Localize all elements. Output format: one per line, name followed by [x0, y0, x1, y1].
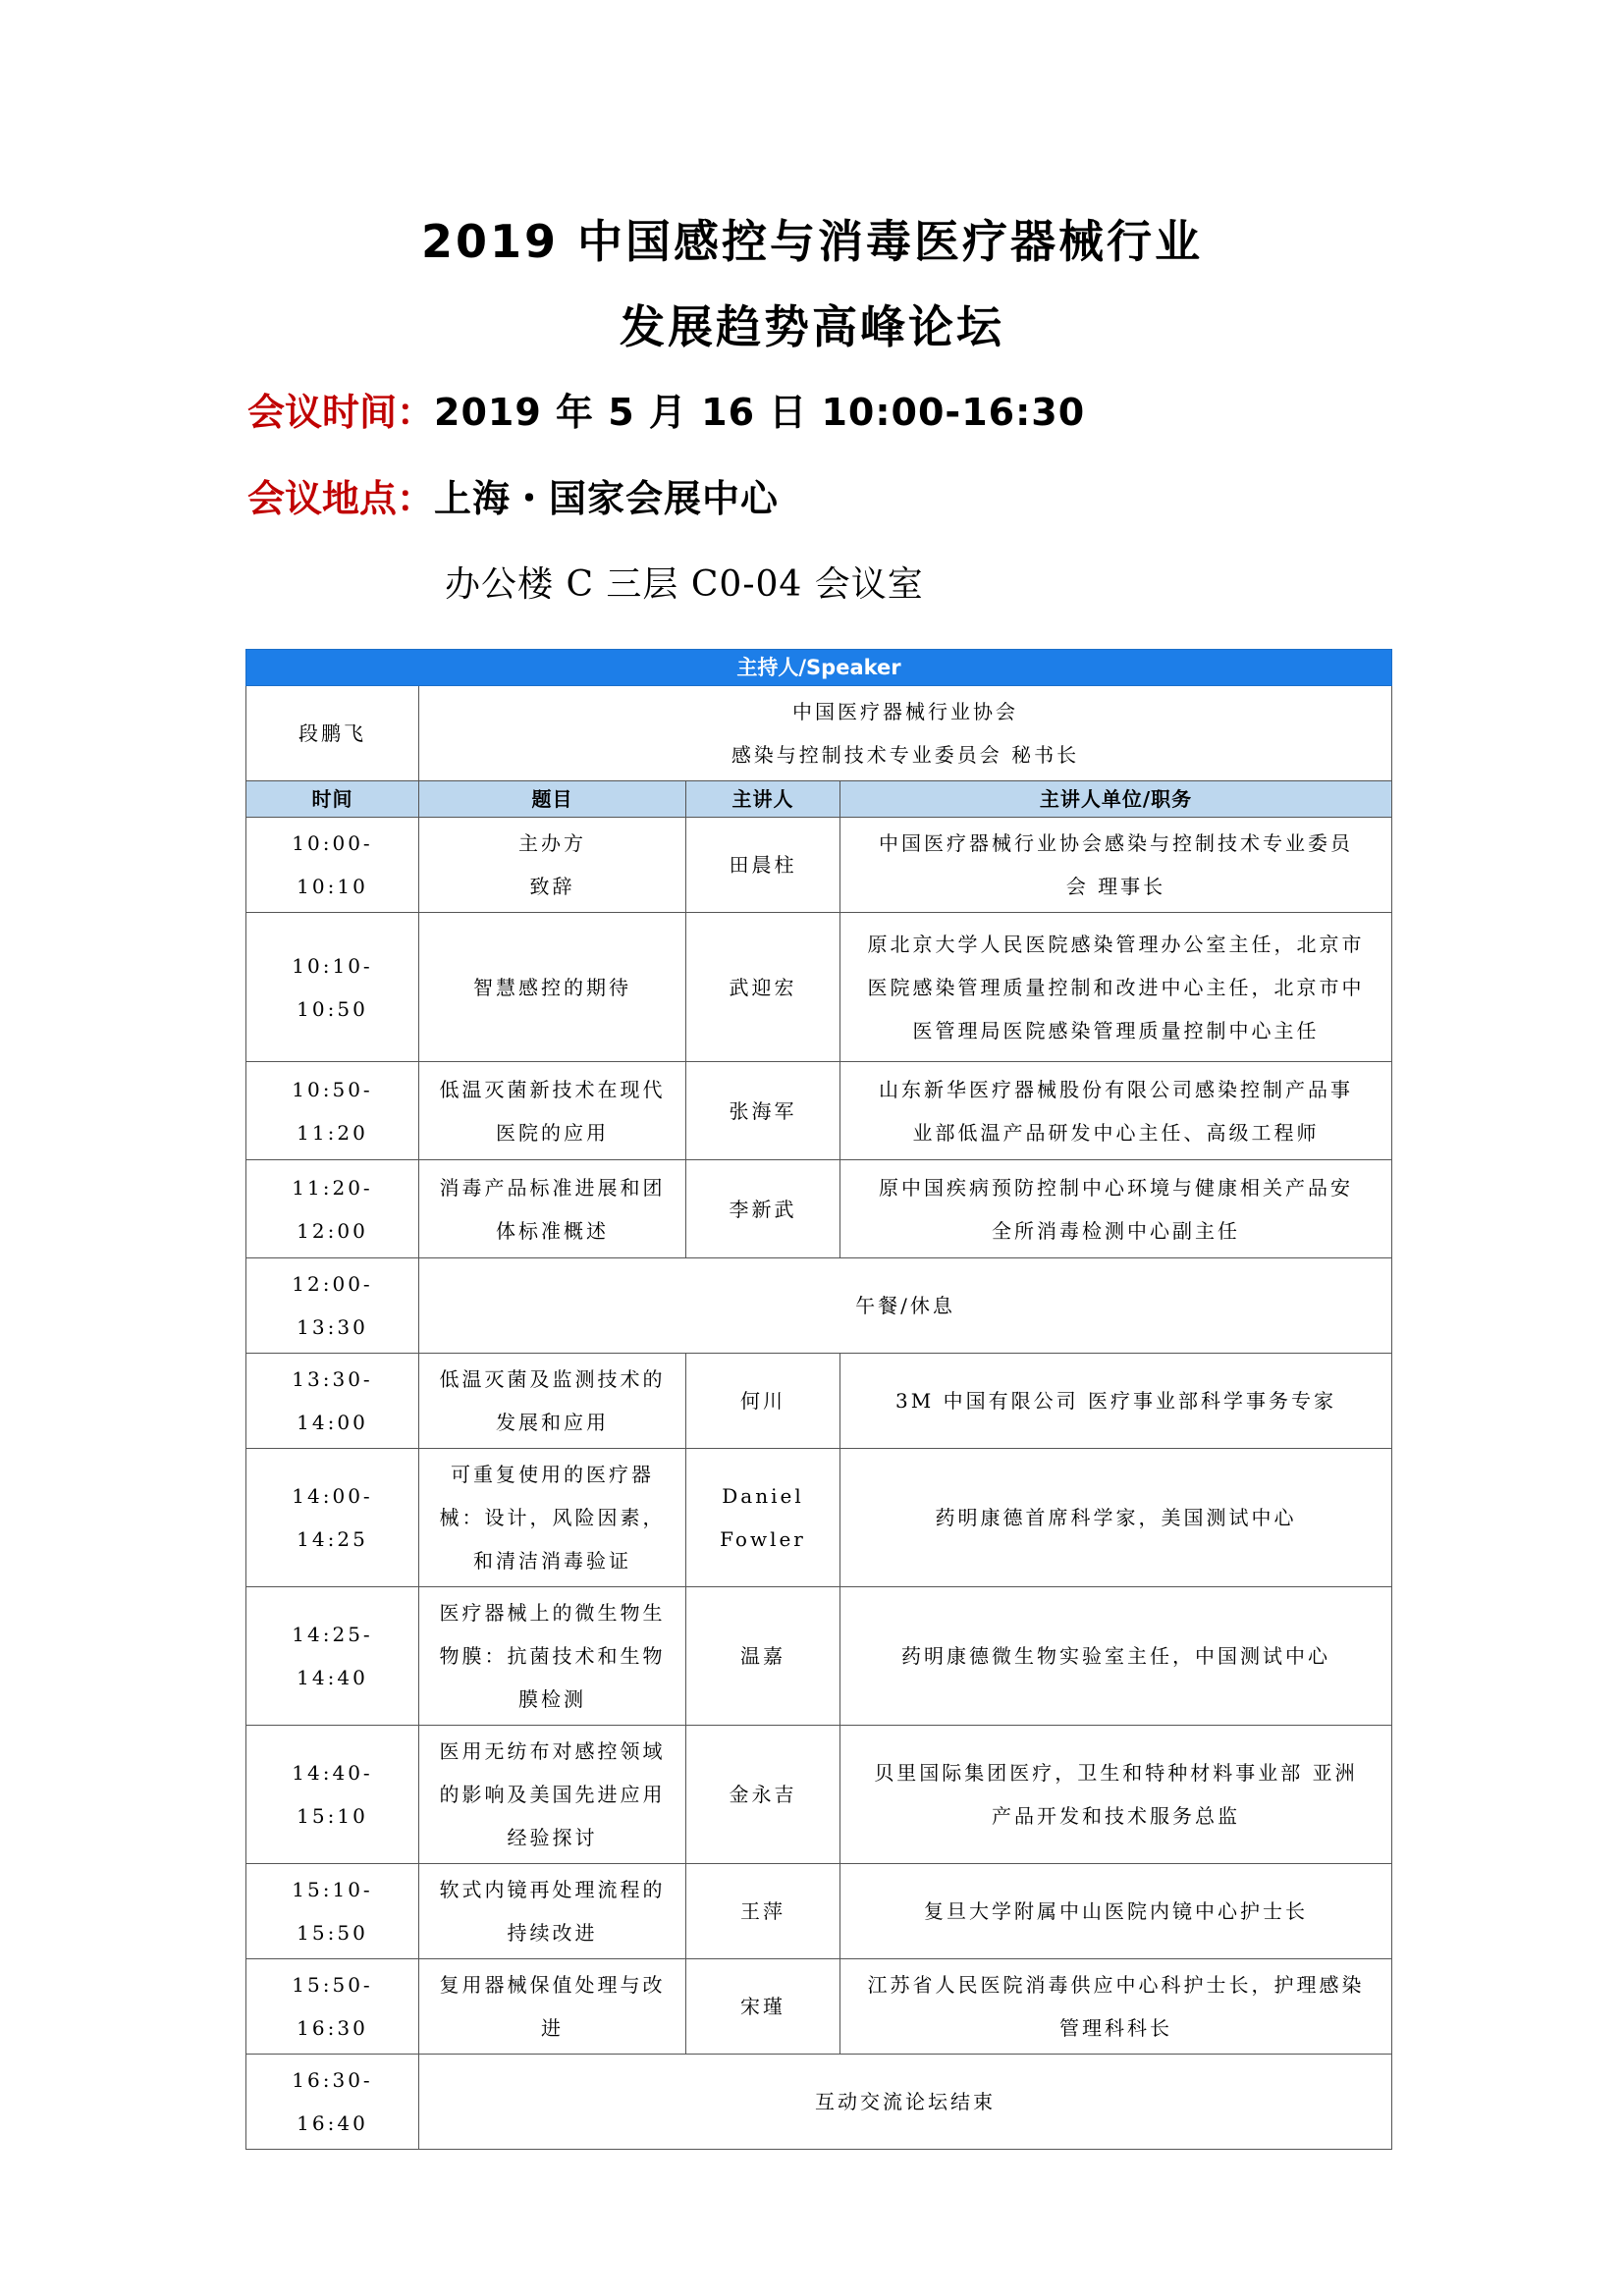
- row-time: [246, 1160, 419, 1258]
- row-topic-line: 主办方: [518, 831, 586, 855]
- row-time: [246, 913, 419, 1062]
- row-affiliation-line: 医管理局医院感染管理质量控制中心主任: [912, 1018, 1320, 1042]
- agenda-row: [246, 1864, 1392, 1959]
- row-speaker: [686, 1062, 840, 1160]
- row-topic-line: 医院的应用: [496, 1120, 609, 1145]
- meeting-time-value: 2019 年 5 月 16 日 10:00-16:30: [434, 391, 1086, 434]
- row-topic: [419, 1062, 686, 1160]
- row-speaker: [686, 1160, 840, 1258]
- row-topic: [419, 1726, 686, 1864]
- row-affiliation-line: 贝里国际集团医疗，卫生和特种材料事业部 亚洲: [874, 1761, 1358, 1785]
- row-time-line: 16:30-: [292, 2068, 373, 2092]
- row-time-line: 10:10: [297, 875, 368, 898]
- row-time: [246, 1726, 419, 1864]
- row-time-line: 15:50-: [292, 1973, 373, 1997]
- meeting-place: [247, 474, 779, 523]
- row-affiliation: [840, 1062, 1392, 1160]
- agenda-table: [245, 649, 1392, 2150]
- row-time: [246, 1864, 419, 1959]
- row-time-line: 10:50: [297, 996, 368, 1021]
- row-topic-line: 医疗器械上的微生物生: [439, 1601, 666, 1625]
- row-topic-line: 体标准概述: [496, 1218, 609, 1243]
- row-affiliation-line: 会 理事长: [1065, 875, 1166, 898]
- host-row: [246, 686, 1392, 781]
- host-organization: [419, 686, 1392, 781]
- header-speaker: 主讲人: [686, 781, 840, 818]
- row-speaker-line: 金永吉: [729, 1783, 797, 1806]
- row-time-line: 13:30: [297, 1315, 368, 1339]
- document-title-line-2: 发展趋势高峰论坛: [620, 300, 1004, 353]
- row-time-line: 11:20-: [292, 1175, 373, 1200]
- row-affiliation: [840, 1587, 1392, 1726]
- row-affiliation: [840, 818, 1392, 913]
- row-affiliation-line: 原中国疾病预防控制中心环境与健康相关产品安: [879, 1175, 1353, 1200]
- row-speaker-line: 李新武: [729, 1197, 797, 1221]
- agenda-row: [246, 1160, 1392, 1258]
- row-topic: [419, 1959, 686, 2055]
- row-speaker: [686, 1354, 840, 1449]
- agenda-row: [246, 1726, 1392, 1864]
- row-topic-line: 和清洁消毒验证: [473, 1549, 631, 1573]
- row-affiliation-line: 药明康德首席科学家，美国测试中心: [935, 1506, 1297, 1529]
- meeting-time: [247, 388, 1085, 437]
- row-merged-note: [419, 2055, 1392, 2150]
- row-topic: [419, 1449, 686, 1587]
- row-speaker-line: 田晨柱: [729, 853, 797, 877]
- row-speaker-line: 宋瑾: [740, 1995, 785, 2018]
- row-topic-line: 械：设计，风险因素，: [439, 1506, 666, 1529]
- header-time: 时间: [246, 781, 419, 818]
- row-speaker: [686, 1959, 840, 2055]
- row-topic-line: 智慧感控的期待: [473, 975, 631, 999]
- speaker-banner-row: [246, 650, 1392, 686]
- row-time: [246, 818, 419, 913]
- row-speaker: [686, 1726, 840, 1864]
- row-time-line: 12:00: [297, 1218, 368, 1243]
- agenda-row: [246, 1062, 1392, 1160]
- row-affiliation-line: 管理科科长: [1059, 2016, 1172, 2040]
- agenda-row: [246, 2055, 1392, 2150]
- row-topic-line: 膜检测: [518, 1687, 586, 1711]
- row-affiliation: [840, 1864, 1392, 1959]
- row-time-line: 10:50-: [292, 1077, 373, 1101]
- speaker-banner: 主持人/Speaker: [246, 650, 1392, 686]
- row-speaker: [686, 1449, 840, 1587]
- row-affiliation: [840, 913, 1392, 1062]
- row-speaker-line: 武迎宏: [729, 975, 797, 999]
- row-time-line: 14:40-: [292, 1761, 373, 1785]
- row-affiliation: [840, 1160, 1392, 1258]
- row-time-line: 14:00-: [292, 1484, 373, 1508]
- meeting-place-value: 上海・国家会展中心: [434, 477, 780, 520]
- agenda-row: [246, 818, 1392, 913]
- row-time: [246, 1587, 419, 1726]
- meeting-time-label: 会议时间：: [247, 391, 435, 434]
- header-topic: 题目: [419, 781, 686, 818]
- header-affiliation: 主讲人单位/职务: [840, 781, 1392, 818]
- row-time-line: 15:50: [297, 1921, 368, 1945]
- row-time-line: 14:25-: [292, 1623, 373, 1646]
- row-topic-line: 致辞: [529, 875, 575, 898]
- row-time-line: 14:25: [297, 1527, 368, 1551]
- agenda-row: [246, 1959, 1392, 2055]
- row-time-line: 13:30-: [292, 1367, 373, 1391]
- row-time-line: 16:40: [297, 2111, 368, 2135]
- row-affiliation-line: 原北京大学人民医院感染管理办公室主任，北京市: [867, 932, 1365, 956]
- row-topic: [419, 1354, 686, 1449]
- row-affiliation-line: 药明康德微生物实验室主任，中国测试中心: [901, 1644, 1330, 1668]
- row-speaker-line: Fowler: [720, 1527, 806, 1551]
- row-topic-line: 低温灭菌及监测技术的: [439, 1367, 666, 1391]
- row-affiliation: [840, 1959, 1392, 2055]
- meeting-room: 办公楼 C 三层 C0-04 会议室: [445, 564, 924, 605]
- row-affiliation-line: 江苏省人民医院消毒供应中心科护士长，护理感染: [867, 1973, 1365, 1997]
- row-topic-line: 进: [541, 2016, 564, 2040]
- row-speaker: [686, 1587, 840, 1726]
- agenda-row: [246, 913, 1392, 1062]
- row-speaker-line: 张海军: [729, 1098, 797, 1123]
- row-topic-line: 经验探讨: [507, 1826, 598, 1849]
- row-merged-note-line: 互动交流论坛结束: [815, 2090, 996, 2113]
- row-speaker-line: Daniel: [722, 1484, 804, 1508]
- row-merged-note-line: 午餐/休息: [855, 1294, 955, 1317]
- host-name: 段鹏飞: [246, 686, 419, 781]
- row-topic-line: 复用器械保值处理与改: [439, 1973, 666, 1997]
- row-topic: [419, 1587, 686, 1726]
- row-affiliation-line: 全所消毒检测中心副主任: [992, 1218, 1240, 1243]
- row-affiliation-line: 山东新华医疗器械股份有限公司感染控制产品事: [879, 1077, 1353, 1101]
- host-org-line: 感染与控制技术专业委员会 秘书长: [731, 743, 1080, 767]
- row-affiliation-line: 业部低温产品研发中心主任、高级工程师: [912, 1120, 1320, 1145]
- row-time: [246, 1258, 419, 1354]
- row-affiliation: [840, 1726, 1392, 1864]
- row-time-line: 14:40: [297, 1666, 368, 1689]
- row-time-line: 10:10-: [292, 953, 373, 978]
- row-affiliation-line: 3M 中国有限公司 医疗事业部科学事务专家: [895, 1389, 1336, 1413]
- row-topic-line: 低温灭菌新技术在现代: [439, 1077, 666, 1101]
- row-affiliation-line: 医院感染管理质量控制和改进中心主任，北京市中: [867, 975, 1365, 999]
- row-topic-line: 的影响及美国先进应用: [439, 1783, 666, 1806]
- agenda-row: [246, 1258, 1392, 1354]
- row-speaker: [686, 1864, 840, 1959]
- row-time-line: 14:00: [297, 1411, 368, 1434]
- row-speaker: [686, 818, 840, 913]
- row-time-line: 11:20: [297, 1120, 368, 1145]
- agenda-row: [246, 1354, 1392, 1449]
- agenda-row: [246, 1587, 1392, 1726]
- row-topic: [419, 1864, 686, 1959]
- row-topic-line: 发展和应用: [496, 1411, 609, 1434]
- row-topic-line: 消毒产品标准进展和团: [439, 1175, 666, 1200]
- row-speaker: [686, 913, 840, 1062]
- row-time: [246, 1959, 419, 2055]
- row-affiliation-line: 产品开发和技术服务总监: [992, 1804, 1240, 1828]
- document-title-line-1: 2019 中国感控与消毒医疗器械行业: [420, 215, 1204, 268]
- row-time: [246, 1354, 419, 1449]
- row-topic-line: 软式内镜再处理流程的: [439, 1878, 666, 1901]
- row-affiliation: [840, 1354, 1392, 1449]
- row-speaker-line: 温嘉: [740, 1644, 785, 1668]
- row-topic-line: 持续改进: [507, 1921, 598, 1945]
- row-time-line: 16:30: [297, 2016, 368, 2040]
- row-affiliation: [840, 1449, 1392, 1587]
- row-time-line: 15:10-: [292, 1878, 373, 1901]
- row-topic-line: 医用无纺布对感控领域: [439, 1739, 666, 1763]
- row-topic: [419, 1160, 686, 1258]
- row-time-line: 15:10: [297, 1804, 368, 1828]
- row-topic: [419, 818, 686, 913]
- row-time: [246, 1449, 419, 1587]
- row-time: [246, 2055, 419, 2150]
- row-time-line: 10:00-: [292, 831, 373, 855]
- row-speaker-line: 王萍: [740, 1899, 785, 1923]
- row-affiliation-line: 复旦大学附属中山医院内镜中心护士长: [924, 1899, 1308, 1923]
- row-time-line: 12:00-: [292, 1272, 373, 1296]
- meeting-place-label: 会议地点：: [247, 477, 435, 520]
- row-speaker-line: 何川: [740, 1389, 785, 1413]
- row-affiliation-line: 中国医疗器械行业协会感染与控制技术专业委员: [879, 831, 1353, 855]
- row-topic-line: 可重复使用的医疗器: [451, 1463, 654, 1486]
- row-topic: [419, 913, 686, 1062]
- row-merged-note: [419, 1258, 1392, 1354]
- agenda-row: [246, 1449, 1392, 1587]
- row-topic-line: 物膜：抗菌技术和生物: [439, 1644, 666, 1668]
- host-org-line: 中国医疗器械行业协会: [792, 700, 1018, 723]
- row-time: [246, 1062, 419, 1160]
- header-row: [246, 781, 1392, 818]
